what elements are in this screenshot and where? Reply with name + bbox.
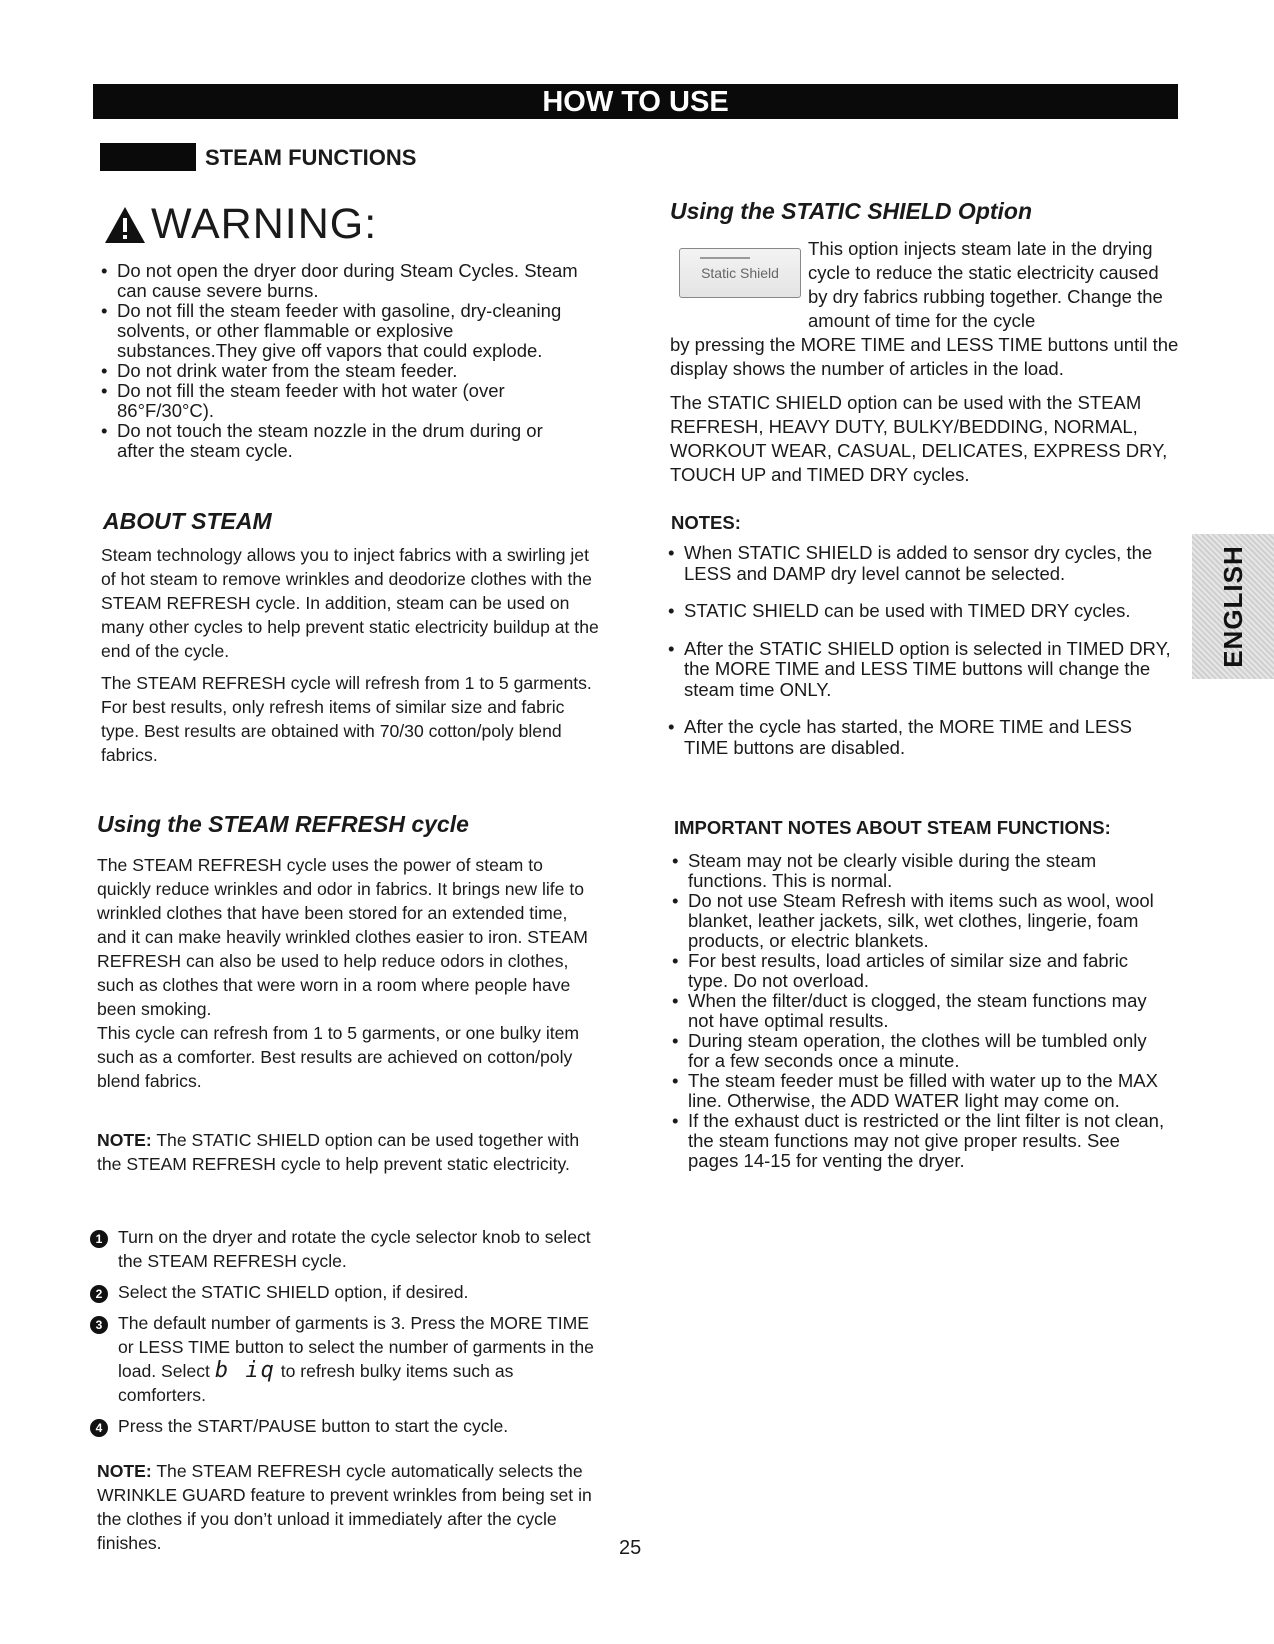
step-text: Turn on the dryer and rotate the cycle selector knob to select the STEAM REFRESH cycle. [118,1227,591,1271]
wrinkle-guard-note [97,1459,597,1555]
static-shield-heading: Using the STATIC SHIELD Option [670,198,1033,224]
page-number: 25 [619,1537,642,1559]
list-item: • Steam may not be clearly visible during the steam functions. This is normal. [672,851,1172,891]
list-item: • Do not drink water from the steam feeder. [101,361,581,381]
static-shield-intro-cont: by pressing the MORE TIME and LESS TIME buttons until the display shows the number of articles in the load. [670,334,1179,379]
list-item: • Do not open the dryer door during Steam Cycles. Steam can cause severe burns. [101,261,581,301]
static-shield-intro: This option injects steam late in the drying cycle to reduce the static electricity caused by dry fabrics rubbing together. Change the amount of time for the cycle [808,238,1163,331]
step-number: 3 [90,1316,108,1334]
about-steam-heading: ABOUT STEAM [103,508,272,534]
step-item [90,1225,600,1273]
section-marker-bar [100,143,196,171]
note-label: NOTE: [97,1130,152,1150]
notes-heading: NOTES: [671,512,741,533]
list-item: • When the filter/duct is clogged, the steam functions may not have optimal results. [672,991,1172,1031]
step-text-part: to refresh bulky items such as comforters. [118,1361,514,1405]
warning-title: WARNING: [151,200,378,248]
list-item: • If the exhaust duct is restricted or the lint filter is not clean, the steam functions may not give proper results. See pages 14-15 for venting the dryer. [672,1111,1172,1171]
step-text: Press the START/PAUSE button to start the cycle. [118,1416,509,1436]
notes-list [668,543,1178,775]
paragraph: This cycle can refresh from 1 to 5 garments, or one bulky item such as a comforter. Best results are achieved on cotton/poly blend fabrics. [97,1023,580,1091]
note-text: The STATIC SHIELD option can be used together with the STEAM REFRESH cycle to help prevent static electricity. [97,1130,580,1174]
static-shield-note [97,1128,597,1176]
step-item [90,1280,600,1304]
warning-heading [103,200,377,249]
list-item: • For best results, load articles of similar size and fabric type. Do not overload. [672,951,1172,991]
list-item: • Do not use Steam Refresh with items such as wool, wool blanket, leather jackets, silk, wet clothes, lingerie, foam products, or electric blankets. [672,891,1172,951]
step-number: 1 [90,1230,108,1248]
static-shield-button-image: Static Shield [679,248,801,298]
list-item: • When STATIC SHIELD is added to sensor dry cycles, the LESS and DAMP dry level cannot be selected. [668,543,1178,584]
warning-list [101,261,581,461]
list-item: • Do not fill the steam feeder with hot water (over 86°F/30°C). [101,381,581,421]
list-item: • The steam feeder must be filled with water up to the MAX line. Otherwise, the ADD WATER light may come on. [672,1071,1172,1111]
steam-refresh-heading: Using the STEAM REFRESH cycle [97,811,469,837]
static-shield-cycles: The STATIC SHIELD option can be used with the STEAM REFRESH, HEAVY DUTY, BULKY/BEDDING, NORMAL, WORKOUT WEAR, CASUAL, DELICATES, EXPRESS DRY, TOUCH UP and TIMED DRY cycles. [670,392,1168,485]
steam-refresh-body [97,853,597,1101]
list-item: • After the cycle has started, the MORE TIME and LESS TIME buttons are disabled. [668,717,1178,758]
language-tab-label [1192,534,1274,679]
about-steam-body [101,543,601,775]
list-item: • STATIC SHIELD can be used with TIMED DRY cycles. [668,601,1178,622]
display-readout: b iq [214,1358,276,1383]
list-item: • Do not fill the steam feeder with gasoline, dry-cleaning solvents, or other flammable or explosive substances.They give off vapors that could explode. [101,301,581,361]
step-text: Select the STATIC SHIELD option, if desired. [118,1282,469,1302]
important-notes-heading: IMPORTANT NOTES ABOUT STEAM FUNCTIONS: [674,817,1111,838]
important-notes-list [672,851,1172,1171]
language-tab-text: ENGLISH [1217,545,1248,668]
step-number: 4 [90,1419,108,1437]
section-banner: HOW TO USE [93,84,1178,119]
step-item [90,1311,600,1407]
paragraph: The STEAM REFRESH cycle uses the power of steam to quickly reduce wrinkles and odor in fabrics. It brings new life to wrinkled clothes that have been stored for an extended time, and it can make heavily wrinkled clothes easier to iron. STEAM REFRESH can also be used to help reduce odors in clothes, such as clothes that were worn in a room where people have been smoking. [97,855,588,1019]
steps-list [90,1225,600,1445]
list-item: • During steam operation, the clothes will be tumbled only for a few seconds once a minute. [672,1031,1172,1071]
paragraph: The STEAM REFRESH cycle will refresh from 1 to 5 garments. For best results, only refresh items of similar size and fabric type. Best results are obtained with 70/30 cotton/poly blend fabrics. [101,673,592,765]
step-text [118,1311,600,1407]
list-item: • After the STATIC SHIELD option is selected in TIMED DRY, the MORE TIME and LESS TIME buttons will change the steam time ONLY. [668,639,1178,701]
section-title: STEAM FUNCTIONS [205,145,417,170]
step-item [90,1414,600,1438]
step-number: 2 [90,1285,108,1303]
list-item: • Do not touch the steam nozzle in the drum during or after the steam cycle. [101,421,581,461]
indicator-light [700,257,750,259]
step-text-part: The default number of garments is 3. Press the MORE TIME or LESS TIME button to select the number of garments in the load. Select [118,1313,594,1381]
note-text: The STEAM REFRESH cycle automatically selects the WRINKLE GUARD feature to prevent wrinkles from being set in the clothes if you don’t unload it immediately after the cycle finishes. [97,1461,592,1553]
note-label: NOTE: [97,1461,152,1481]
warning-triangle-icon [103,205,147,245]
paragraph: Steam technology allows you to inject fabrics with a swirling jet of hot steam to remove wrinkles and deodorize clothes with the STEAM REFRESH cycle. In addition, steam can be used on many other cycles to help prevent static electricity buildup at the end of the cycle. [101,545,599,661]
